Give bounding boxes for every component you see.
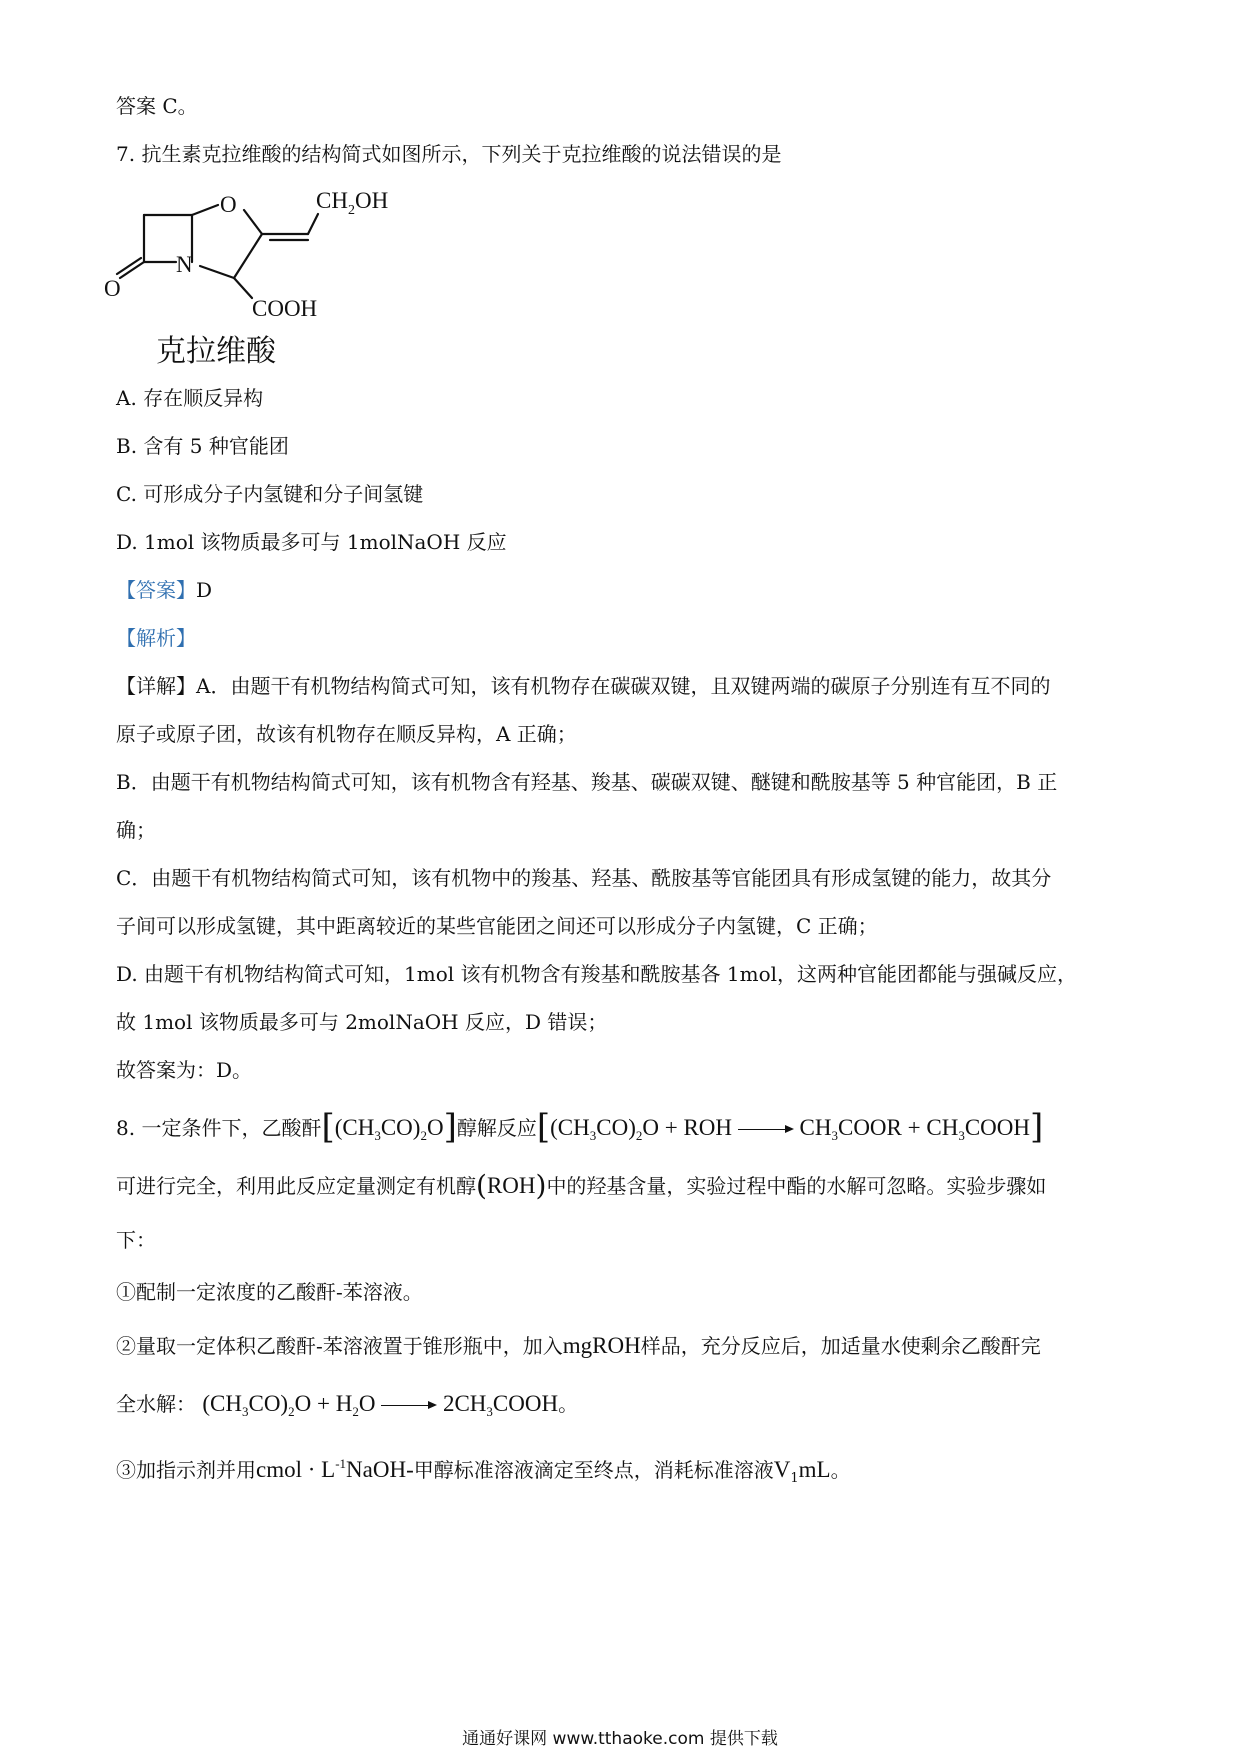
detail-tag: 【详解】 [116, 674, 196, 698]
detail-line-7: D. 由题干有机物结构简式可知，1mol 该有机物含有羧基和酰胺基各 1mol，这两种官能团都能与强碱反应， [116, 962, 1078, 986]
reaction-arrow-icon [381, 1401, 437, 1411]
ring-oxygen-label: O [220, 192, 237, 217]
answer-value: D [196, 578, 213, 602]
detail-line-2: 原子或原子团，故该有机物存在顺反异构，A 正确； [116, 722, 577, 746]
detail-line-4: 确； [116, 818, 156, 842]
clavulanic-acid-structure [104, 188, 432, 370]
acetic-anhydride-formula: $(CH_3CO)_2O$ [334, 1115, 444, 1143]
q7-option-b: B. 含有 5 种官能团 [116, 434, 289, 458]
ch2oh-label: $CH_2OH$ [316, 188, 389, 218]
detail-line-5: C．由题干有机物结构简式可知，该有机物中的羧基、羟基、酰胺基等官能团具有形成氢键的能力，故其分 [116, 866, 1052, 890]
detail-conclusion: 故答案为：D。 [116, 1058, 253, 1082]
detail-line-3: B．由题干有机物结构简式可知，该有机物含有羟基、羧基、碳碳双键、醚键和酰胺基等 5 种官能团，B 正 [116, 770, 1058, 794]
q7-stem: 7. 抗生素克拉维酸的结构简式如图所示，下列关于克拉维酸的说法错误的是 [116, 142, 782, 166]
q8-stem-line-2: 可进行完全，利用此反应定量测定有机醇(ROH)中的羟基含量，实验过程中酯的水解可忽略。实验步骤如 [116, 1169, 1047, 1202]
q7-option-c: C. 可形成分子内氢键和分子间氢键 [116, 482, 424, 506]
q8-step-1: ①配制一定浓度的乙酸酐-苯溶液。 [116, 1280, 423, 1304]
alcoholysis-equation: $(CH_3CO)_2O$ + ROH $CH_3COOR$ + $CH_3COOH$ [550, 1115, 1030, 1143]
carbonyl-oxygen-label: O [104, 276, 121, 301]
q7-option-a: A. 存在顺反异构 [116, 386, 264, 410]
q7-option-d: D. 1mol 该物质最多可与 1molNaOH 反应 [116, 530, 507, 554]
detail-line-1: 【详解】A．由题干有机物结构简式可知，该有机物存在碳碳双键，且双键两端的碳原子分别连有互不同的 [116, 674, 1051, 698]
q8-step-2: ②量取一定体积乙酸酐-苯溶液置于锥形瓶中，加入mgROH样品，充分反应后，加适量水使剩余乙酸酐完 [116, 1333, 1041, 1358]
q8-hydrolysis-line: 全水解： $(CH_3CO)_2O + H_2O$ $2CH_3COOH$。 [116, 1391, 579, 1419]
q8-stem-line-1: 8. 一定条件下，乙酸酐$[(CH_3CO)_2O]$醇解反应[$(CH_3CO)_2O$ + ROH $CH_3COOR$ + $CH_3COOH$] [116, 1107, 1044, 1147]
q7-answer [116, 576, 212, 604]
detail-line-8: 故 1mol 该物质最多可与 2molNaOH 反应，D 错误； [116, 1010, 608, 1034]
reaction-arrow-icon [738, 1125, 794, 1135]
cooh-label: COOH [252, 296, 318, 321]
hydrolysis-equation: $(CH_3CO)_2O + H_2O$ $2CH_3COOH$ [202, 1391, 559, 1419]
q8-stem-line-3: 下： [116, 1228, 156, 1252]
footer-source: 通通好课网 www.tthaoke.com 提供下载 [462, 1729, 778, 1749]
structure-caption: 克拉维酸 [156, 334, 276, 369]
detail-line-6: 子间可以形成氢键，其中距离较近的某些官能团之间还可以形成分子内氢键，C 正确； [116, 914, 878, 938]
nitrogen-label: N [176, 252, 193, 277]
previous-answer: 答案 C。 [116, 94, 198, 118]
answer-tag: 【答案】 [116, 578, 196, 602]
analysis-tag: 【解析】 [116, 626, 196, 650]
q8-step-3: ③加指示剂并用cmol · $L^{-1}NaOH-$甲醇标准溶液滴定至终点，消耗标准溶液$V_1mL$。 [116, 1456, 851, 1486]
